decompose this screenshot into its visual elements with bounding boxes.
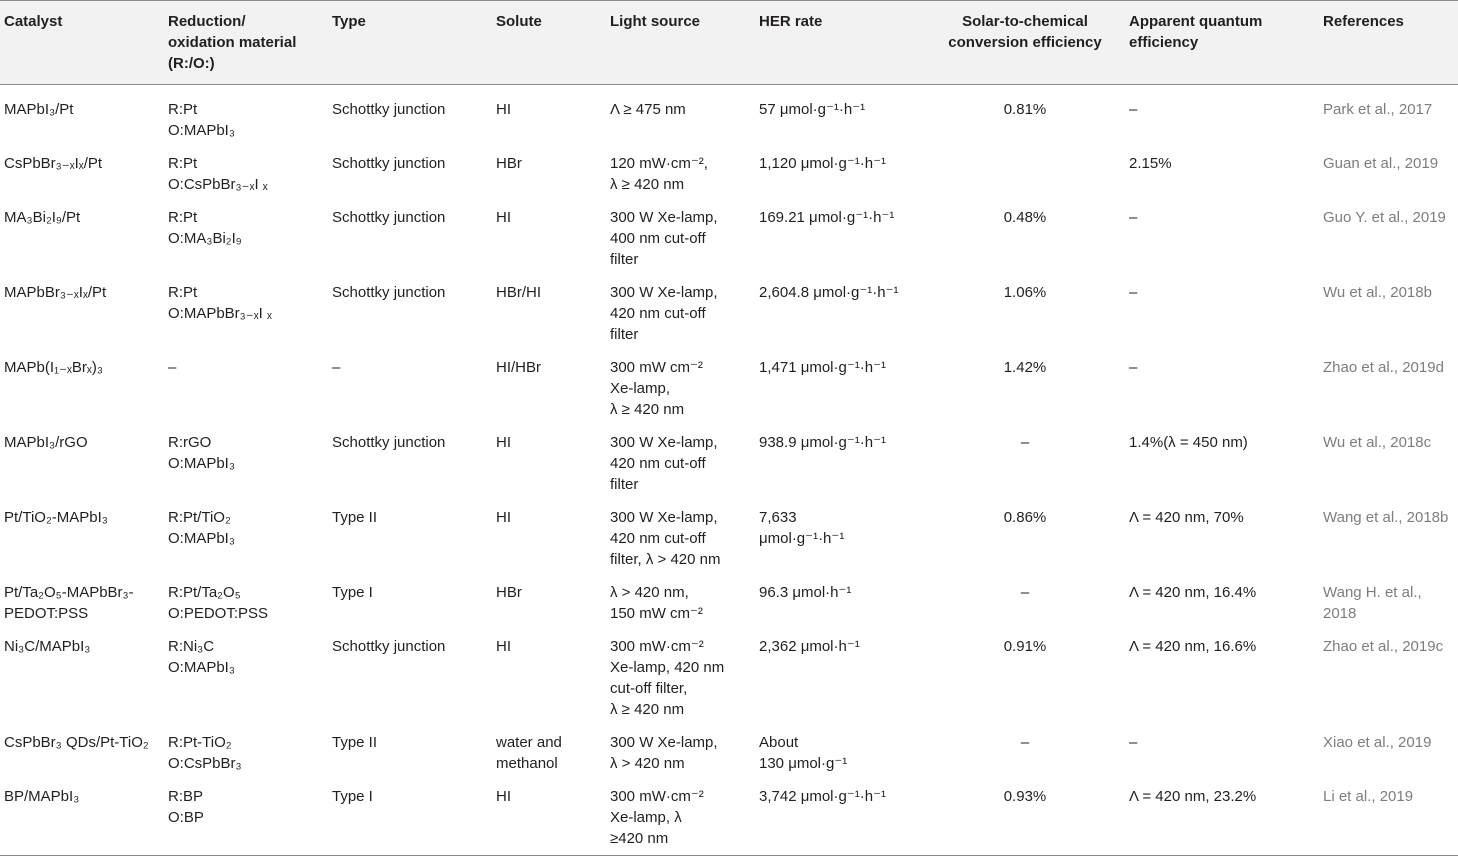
cell-solar-to-chemical: 0.91%: [1003, 638, 1047, 655]
cell-her-rate: [755, 501, 927, 576]
cell-catalyst: MAPbI₃/Pt: [4, 101, 74, 118]
cell-reduction-oxidation-line: O:MAPbI₃: [168, 530, 235, 547]
col-header-type: Type: [332, 13, 366, 30]
cell-catalyst: MA₃Bi₂I₉/Pt: [4, 209, 81, 226]
cell-reduction-oxidation: [164, 576, 328, 630]
cell-solar-to-chemical: 0.48%: [1003, 209, 1047, 226]
cell-her-rate-line: 938.9 μmol·g⁻¹·h⁻¹: [759, 434, 887, 451]
cell-light-source: [606, 780, 755, 856]
cell-reduction-oxidation: [164, 630, 328, 726]
cell-solar-to-chemical: –: [1020, 584, 1030, 601]
cell-solute: HI: [496, 788, 511, 805]
cell-reference: Park et al., 2017: [1323, 101, 1433, 118]
cell-light-source-line: Xe-lamp,: [610, 380, 671, 397]
cell-reduction-oxidation: [164, 501, 328, 576]
cell-reduction-oxidation-line: R:Pt/Ta₂O₅: [168, 584, 241, 601]
cell-type: Type I: [332, 584, 373, 601]
cell-her-rate: [755, 276, 927, 351]
cell-light-source-line: filter: [610, 326, 639, 343]
cell-light-source-line: ≥420 nm: [610, 830, 669, 847]
cell-reduction-oxidation: [164, 201, 328, 276]
cell-reduction-oxidation-line: R:Ni₃C: [168, 638, 215, 655]
cell-type: Type II: [332, 509, 378, 526]
cell-her-rate-line: 57 μmol·g⁻¹·h⁻¹: [759, 101, 866, 118]
cell-light-source-line: 420 nm cut-off: [610, 530, 706, 547]
table-row: [0, 780, 1458, 856]
cell-type: Schottky junction: [332, 284, 446, 301]
cell-light-source-line: 400 nm cut-off: [610, 230, 706, 247]
cell-light-source-line: 150 mW cm⁻²: [610, 605, 703, 622]
cell-light-source: [606, 426, 755, 501]
cell-her-rate-line: 3,742 μmol·g⁻¹·h⁻¹: [759, 788, 887, 805]
table-row: [0, 147, 1458, 201]
cell-light-source-line: λ ≥ 420 nm: [610, 401, 685, 418]
cell-solute: HI: [496, 638, 511, 655]
col-header-light-source: Light source: [610, 13, 701, 30]
cell-reduction-oxidation: [164, 351, 328, 426]
cell-solute: HBr: [496, 155, 522, 172]
cell-solute: HI: [496, 434, 511, 451]
cell-apparent-quantum-efficiency: Λ = 420 nm, 70%: [1129, 509, 1244, 526]
cell-solute: HI: [496, 509, 511, 526]
cell-apparent-quantum-efficiency: –: [1129, 284, 1138, 301]
cell-reduction-oxidation-line: O:PEDOT:PSS: [168, 605, 269, 622]
cell-apparent-quantum-efficiency: Λ = 420 nm, 23.2%: [1129, 788, 1257, 805]
cell-type: Schottky junction: [332, 209, 446, 226]
cell-reference: Wu et al., 2018b: [1323, 284, 1432, 301]
cell-reduction-oxidation-line: R:BP: [168, 788, 204, 805]
cell-solar-to-chemical: 1.06%: [1003, 284, 1047, 301]
table-row: [0, 426, 1458, 501]
cell-reference: Wu et al., 2018c: [1323, 434, 1432, 451]
cell-her-rate-line: 2,362 μmol·h⁻¹: [759, 638, 860, 655]
cell-catalyst: MAPbI₃/rGO: [4, 434, 88, 451]
cell-her-rate-line: 130 μmol·g⁻¹: [759, 755, 848, 772]
cell-type: Schottky junction: [332, 155, 446, 172]
cell-solar-to-chemical: [927, 147, 1125, 201]
table-body: [0, 85, 1458, 856]
cell-reduction-oxidation-line: R:Pt: [168, 284, 198, 301]
cell-reduction-oxidation-line: O:MA₃Bi₂I₉: [168, 230, 242, 247]
cell-catalyst: CsPbBr₃₋ₓIₓ/Pt: [4, 155, 103, 172]
cell-her-rate: [755, 726, 927, 780]
cell-light-source-line: Xe-lamp, λ: [610, 809, 682, 826]
cell-solar-to-chemical: 0.93%: [1003, 788, 1047, 805]
cell-light-source-line: λ ≥ 420 nm: [610, 176, 685, 193]
cell-her-rate: [755, 630, 927, 726]
cell-type: Schottky junction: [332, 638, 446, 655]
cell-reduction-oxidation-line: O:MAPbI₃: [168, 455, 235, 472]
table-row: [0, 85, 1458, 148]
cell-apparent-quantum-efficiency: –: [1129, 209, 1138, 226]
cell-type: Schottky junction: [332, 101, 446, 118]
cell-catalyst: MAPbBr₃₋ₓIₓ/Pt: [4, 284, 107, 301]
cell-type: –: [332, 359, 341, 376]
cell-light-source: [606, 726, 755, 780]
cell-reference: Guan et al., 2019: [1323, 155, 1439, 172]
cell-solar-to-chemical: 0.86%: [1003, 509, 1047, 526]
cell-solute: HI: [496, 101, 511, 118]
cell-light-source: [606, 576, 755, 630]
cell-reduction-oxidation-line: R:Pt-TiO₂: [168, 734, 232, 751]
cell-her-rate: [755, 351, 927, 426]
cell-reduction-oxidation-line: O:MAPbI₃: [168, 659, 235, 676]
cell-reference: Zhao et al., 2019d: [1323, 359, 1444, 376]
cell-light-source-line: Λ ≥ 475 nm: [610, 101, 686, 118]
cell-her-rate: [755, 201, 927, 276]
cell-apparent-quantum-efficiency: –: [1129, 734, 1138, 751]
cell-light-source-line: λ ≥ 420 nm: [610, 701, 685, 718]
cell-solar-to-chemical: 1.42%: [1003, 359, 1047, 376]
cell-reference: Xiao et al., 2019: [1323, 734, 1432, 751]
cell-type: Schottky junction: [332, 434, 446, 451]
cell-reduction-oxidation-line: R:Pt: [168, 101, 198, 118]
cell-reference: Li et al., 2019: [1323, 788, 1414, 805]
cell-her-rate-line: 2,604.8 μmol·g⁻¹·h⁻¹: [759, 284, 899, 301]
cell-reduction-oxidation: [164, 147, 328, 201]
cell-light-source-line: 300 W Xe-lamp,: [610, 509, 718, 526]
table-row: [0, 501, 1458, 576]
cell-reference: Wang H. et al., 2018: [1323, 584, 1422, 622]
cell-her-rate-line: 169.21 μmol·g⁻¹·h⁻¹: [759, 209, 895, 226]
cell-her-rate-line: μmol·g⁻¹·h⁻¹: [759, 530, 845, 547]
cell-catalyst: Pt/TiO₂-MAPbI₃: [4, 509, 108, 526]
cell-light-source-line: 300 mW·cm⁻²: [610, 788, 704, 805]
cell-apparent-quantum-efficiency: –: [1129, 101, 1138, 118]
cell-her-rate: [755, 85, 927, 148]
col-header-references: References: [1323, 13, 1404, 30]
cell-light-source-line: filter, λ > 420 nm: [610, 551, 721, 568]
cell-reduction-oxidation-line: O:CsPbBr₃₋ₓI ₓ: [168, 176, 268, 193]
cell-her-rate: [755, 576, 927, 630]
cell-reduction-oxidation: [164, 726, 328, 780]
table-row: [0, 726, 1458, 780]
cell-type: Type I: [332, 788, 373, 805]
cell-light-source-line: λ > 420 nm,: [610, 584, 689, 601]
cell-reduction-oxidation: [164, 426, 328, 501]
cell-light-source-line: 300 W Xe-lamp,: [610, 734, 718, 751]
cell-light-source-line: 300 mW cm⁻²: [610, 359, 703, 376]
cell-solute: HBr: [496, 584, 522, 601]
table-row: [0, 576, 1458, 630]
table-row: [0, 351, 1458, 426]
cell-light-source: [606, 276, 755, 351]
cell-light-source-line: 120 mW·cm⁻²,: [610, 155, 708, 172]
header-row: [0, 1, 1458, 85]
cell-light-source: [606, 147, 755, 201]
cell-apparent-quantum-efficiency: Λ = 420 nm, 16.4%: [1129, 584, 1257, 601]
cell-apparent-quantum-efficiency: 2.15%: [1129, 155, 1172, 172]
col-header-her-rate: HER rate: [759, 13, 823, 30]
col-header-apparent-quantum-efficiency: Apparent quantum efficiency: [1129, 13, 1263, 51]
cell-her-rate-line: 7,633: [759, 509, 797, 526]
cell-her-rate: [755, 426, 927, 501]
cell-reduction-oxidation-line: O:BP: [168, 809, 204, 826]
cell-reduction-oxidation-line: R:Pt: [168, 155, 198, 172]
cell-reduction-oxidation-line: O:MAPbI₃: [168, 122, 235, 139]
cell-catalyst: MAPb(I₁₋ₓBrₓ)₃: [4, 359, 103, 376]
cell-light-source-line: 300 W Xe-lamp,: [610, 209, 718, 226]
cell-her-rate-line: 96.3 μmol·h⁻¹: [759, 584, 852, 601]
cell-reduction-oxidation: [164, 276, 328, 351]
cell-type: Type II: [332, 734, 378, 751]
cell-apparent-quantum-efficiency: –: [1129, 359, 1138, 376]
cell-solute: HI: [496, 209, 511, 226]
cell-her-rate: [755, 780, 927, 856]
cell-reference: Guo Y. et al., 2019: [1323, 209, 1446, 226]
cell-catalyst: CsPbBr₃ QDs/Pt-TiO₂: [4, 734, 149, 751]
cell-light-source-line: 420 nm cut-off: [610, 305, 706, 322]
cell-light-source-line: 420 nm cut-off: [610, 455, 706, 472]
cell-light-source-line: Xe-lamp, 420 nm: [610, 659, 725, 676]
cell-light-source-line: filter: [610, 251, 639, 268]
table-row: [0, 276, 1458, 351]
cell-reduction-oxidation-line: R:Pt/TiO₂: [168, 509, 231, 526]
cell-light-source-line: 300 mW·cm⁻²: [610, 638, 704, 655]
cell-light-source: [606, 630, 755, 726]
cell-apparent-quantum-efficiency: Λ = 420 nm, 16.6%: [1129, 638, 1257, 655]
cell-catalyst: BP/MAPbI₃: [4, 788, 80, 805]
cell-reduction-oxidation-line: R:Pt: [168, 209, 198, 226]
cell-light-source-line: 300 W Xe-lamp,: [610, 434, 718, 451]
col-header-reduction-oxidation: Reduction/ oxidation material (R:/O:): [168, 13, 297, 72]
cell-solute: HI/HBr: [496, 359, 541, 376]
cell-solar-to-chemical: 0.81%: [1003, 101, 1047, 118]
cell-her-rate-line: About: [759, 734, 799, 751]
table-row: [0, 630, 1458, 726]
cell-solute: HBr/HI: [496, 284, 541, 301]
cell-reference: Wang et al., 2018b: [1323, 509, 1449, 526]
cell-light-source: [606, 201, 755, 276]
cell-apparent-quantum-efficiency: 1.4%(λ = 450 nm): [1129, 434, 1248, 451]
cell-her-rate-line: 1,471 μmol·g⁻¹·h⁻¹: [759, 359, 887, 376]
cell-light-source-line: cut-off filter,: [610, 680, 688, 697]
cell-light-source: [606, 351, 755, 426]
cell-her-rate-line: 1,120 μmol·g⁻¹·h⁻¹: [759, 155, 887, 172]
cell-reduction-oxidation: [164, 85, 328, 148]
cell-reduction-oxidation-line: –: [168, 359, 177, 376]
cell-light-source-line: filter: [610, 476, 639, 493]
cell-reference: Zhao et al., 2019c: [1323, 638, 1444, 655]
cell-reduction-oxidation-line: O:MAPbBr₃₋ₓI ₓ: [168, 305, 272, 322]
cell-her-rate: [755, 147, 927, 201]
cell-light-source-line: λ > 420 nm: [610, 755, 685, 772]
cell-light-source: [606, 501, 755, 576]
cell-light-source-line: 300 W Xe-lamp,: [610, 284, 718, 301]
cell-catalyst: Pt/Ta₂O₅-MAPbBr₃-PEDOT:PSS: [4, 584, 134, 622]
cell-reduction-oxidation-line: R:rGO: [168, 434, 212, 451]
cell-solar-to-chemical: –: [1020, 734, 1030, 751]
cell-reduction-oxidation-line: O:CsPbBr₃: [168, 755, 242, 772]
cell-solute: water and methanol: [496, 734, 562, 772]
col-header-catalyst: Catalyst: [4, 13, 63, 30]
col-header-solute: Solute: [496, 13, 542, 30]
cell-catalyst: Ni₃C/MAPbI₃: [4, 638, 91, 655]
cell-solar-to-chemical: –: [1020, 434, 1030, 451]
table-row: [0, 201, 1458, 276]
cell-light-source: [606, 85, 755, 148]
col-header-solar-to-chemical: Solar-to-chemical conversion efficiency: [948, 13, 1102, 51]
cell-reduction-oxidation: [164, 780, 328, 856]
